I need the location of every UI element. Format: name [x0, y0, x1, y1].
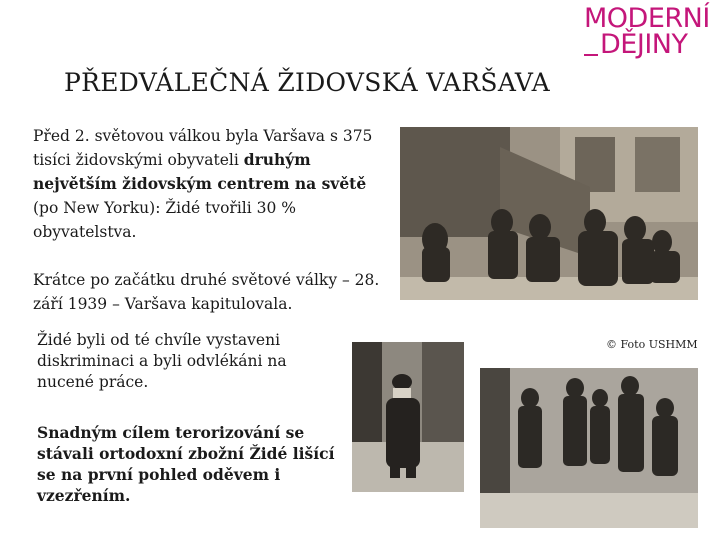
intro-text-1: Před 2. světovou válkou byla Varšava s 375 tisíci židovskými obyvateli — [33, 127, 373, 169]
intro-text-2: (po New Yorku): Židé tvořili 30 % obyvatelstva. — [33, 199, 297, 241]
photo-credit: © Foto USHMM — [606, 338, 698, 351]
photo-orthodox-man — [352, 342, 464, 492]
logo-line-1: MODERNÍ — [584, 3, 710, 34]
intro-bold: druhým největším židovským centrem na světě — [33, 150, 367, 193]
page-title: PŘEDVÁLEČNÁ ŽIDOVSKÁ VARŠAVA — [64, 68, 550, 97]
photo-street-group — [400, 127, 698, 300]
photo-children-group — [480, 368, 698, 528]
paragraph-discrimination: Židé byli od té chvíle vystaveni diskriminaci a byli odvlékáni na nucené práce. — [37, 331, 287, 391]
paragraph-capitulation: Krátce po začátku druhé světové války – 28. září 1939 – Varšava kapitulovala. — [33, 271, 380, 313]
logo-underscore — [584, 32, 598, 56]
logo-line-2: DĚJINY — [600, 29, 688, 60]
brand-logo — [584, 3, 716, 64]
paragraph-intro — [33, 124, 383, 244]
paragraph-orthodox: Snadným cílem terorizování se stávali ortodoxní zbožní Židé lišící se na první pohled oděvem i vzezřením. — [37, 423, 335, 505]
